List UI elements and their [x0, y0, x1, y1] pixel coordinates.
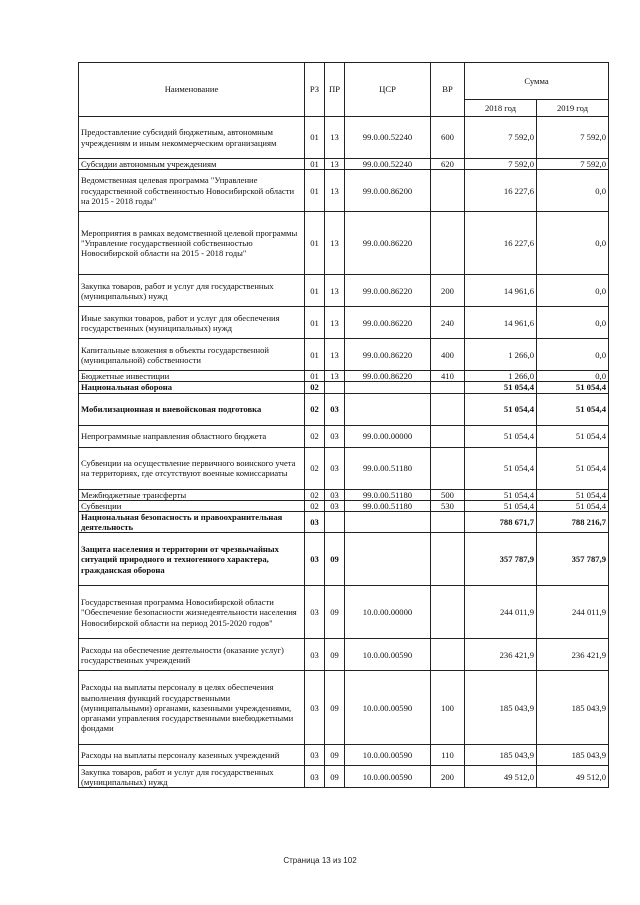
cell-csr: 99.0.00.86220	[345, 339, 431, 371]
cell-vr	[431, 512, 465, 533]
header-rz: РЗ	[305, 63, 325, 117]
cell-vr	[431, 212, 465, 275]
cell-csr: 99.0.00.52240	[345, 117, 431, 159]
cell-name: Расходы на обеспечение деятельности (оказание услуг) государственных учреждений	[79, 639, 305, 671]
cell-csr: 99.0.00.86200	[345, 170, 431, 212]
cell-csr: 10.0.00.00590	[345, 766, 431, 788]
cell-vr	[431, 533, 465, 586]
cell-2019: 51 054,4	[537, 447, 609, 489]
cell-vr: 600	[431, 117, 465, 159]
cell-pr: 03	[325, 500, 345, 511]
cell-name: Мобилизационная и вневойсковая подготовка	[79, 393, 305, 425]
cell-vr	[431, 425, 465, 447]
cell-vr: 500	[431, 489, 465, 500]
cell-pr: 03	[325, 447, 345, 489]
cell-name: Капитальные вложения в объекты государственной (муниципальной) собственности	[79, 339, 305, 371]
cell-pr: 13	[325, 117, 345, 159]
cell-2018: 185 043,9	[465, 745, 537, 766]
cell-2019: 236 421,9	[537, 639, 609, 671]
cell-csr: 10.0.00.00590	[345, 671, 431, 745]
cell-2019: 0,0	[537, 212, 609, 275]
table-row	[79, 117, 609, 159]
cell-csr: 99.0.00.86220	[345, 212, 431, 275]
table-row	[79, 307, 609, 339]
table-row	[79, 382, 609, 393]
cell-2018: 49 512,0	[465, 766, 537, 788]
cell-2018: 788 671,7	[465, 512, 537, 533]
cell-2018: 1 266,0	[465, 339, 537, 371]
cell-rz: 02	[305, 382, 325, 393]
cell-2018: 51 054,4	[465, 489, 537, 500]
cell-2018: 14 961,6	[465, 307, 537, 339]
table-row	[79, 500, 609, 511]
table-row	[79, 639, 609, 671]
cell-2019: 0,0	[537, 170, 609, 212]
cell-pr: 03	[325, 425, 345, 447]
cell-csr: 99.0.00.86220	[345, 275, 431, 307]
header-pr: ПР	[325, 63, 345, 117]
cell-rz: 01	[305, 159, 325, 170]
cell-2019: 0,0	[537, 307, 609, 339]
cell-rz: 01	[305, 212, 325, 275]
cell-name: Непрограммные направления областного бюджета	[79, 425, 305, 447]
cell-rz: 02	[305, 500, 325, 511]
table-header	[79, 63, 609, 117]
cell-rz: 03	[305, 586, 325, 639]
cell-vr	[431, 393, 465, 425]
cell-name: Бюджетные инвестиции	[79, 371, 305, 382]
cell-2019: 49 512,0	[537, 766, 609, 788]
header-name: Наименование	[79, 63, 305, 117]
cell-name: Расходы на выплаты персоналу казенных учреждений	[79, 745, 305, 766]
table-row	[79, 371, 609, 382]
cell-rz: 03	[305, 533, 325, 586]
cell-pr: 13	[325, 275, 345, 307]
cell-pr	[325, 512, 345, 533]
cell-2018: 236 421,9	[465, 639, 537, 671]
table-row	[79, 671, 609, 745]
cell-2018: 1 266,0	[465, 371, 537, 382]
cell-2018: 51 054,4	[465, 382, 537, 393]
table-row	[79, 425, 609, 447]
cell-vr: 240	[431, 307, 465, 339]
cell-rz: 01	[305, 275, 325, 307]
header-csr: ЦСР	[345, 63, 431, 117]
cell-csr: 99.0.00.51180	[345, 447, 431, 489]
cell-csr: 99.0.00.51180	[345, 500, 431, 511]
table-row	[79, 393, 609, 425]
cell-vr	[431, 382, 465, 393]
table-body	[79, 117, 609, 788]
cell-name: Расходы на выплаты персоналу в целях обеспечения выполнения функций государственными (муниципальными) органами, казенными учреждениями, органами управления государственными внебюджетными фондами	[79, 671, 305, 745]
table-row	[79, 533, 609, 586]
cell-pr: 13	[325, 170, 345, 212]
cell-2019: 51 054,4	[537, 489, 609, 500]
cell-name: Защита населения и территории от чрезвычайных ситуаций природного и техногенного характера, гражданская оборона	[79, 533, 305, 586]
cell-rz: 01	[305, 307, 325, 339]
cell-rz: 02	[305, 447, 325, 489]
cell-2018: 51 054,4	[465, 393, 537, 425]
cell-pr: 09	[325, 639, 345, 671]
cell-2018: 16 227,6	[465, 212, 537, 275]
cell-csr: 10.0.00.00000	[345, 586, 431, 639]
cell-2018: 51 054,4	[465, 425, 537, 447]
table-row	[79, 586, 609, 639]
cell-2018: 244 011,9	[465, 586, 537, 639]
cell-csr	[345, 382, 431, 393]
cell-csr: 99.0.00.86220	[345, 371, 431, 382]
cell-name: Государственная программа Новосибирской области "Обеспечение безопасности жизнедеятельности населения Новосибирской области на период 2015-2020 годов"	[79, 586, 305, 639]
cell-name: Ведомственная целевая программа "Управление государственной собственностью Новосибирской области на 2015 - 2018 годы"	[79, 170, 305, 212]
cell-vr: 410	[431, 371, 465, 382]
cell-pr: 09	[325, 671, 345, 745]
cell-rz: 02	[305, 489, 325, 500]
table-row	[79, 745, 609, 766]
table-row	[79, 159, 609, 170]
cell-2018: 7 592,0	[465, 159, 537, 170]
cell-vr	[431, 170, 465, 212]
header-year-2018: 2018 год	[465, 100, 537, 117]
cell-pr	[325, 382, 345, 393]
cell-vr: 200	[431, 766, 465, 788]
cell-2019: 7 592,0	[537, 117, 609, 159]
table-row	[79, 766, 609, 788]
cell-pr: 13	[325, 212, 345, 275]
header-year-2019: 2019 год	[537, 100, 609, 117]
cell-csr: 10.0.00.00590	[345, 639, 431, 671]
cell-vr: 200	[431, 275, 465, 307]
cell-pr: 09	[325, 766, 345, 788]
cell-2018: 16 227,6	[465, 170, 537, 212]
header-vr: ВР	[431, 63, 465, 117]
cell-vr: 400	[431, 339, 465, 371]
cell-2019: 51 054,4	[537, 500, 609, 511]
cell-rz: 03	[305, 671, 325, 745]
cell-2018: 7 592,0	[465, 117, 537, 159]
cell-name: Субсидии автономным учреждениям	[79, 159, 305, 170]
table-row	[79, 512, 609, 533]
cell-csr: 99.0.00.51180	[345, 489, 431, 500]
cell-rz: 02	[305, 393, 325, 425]
cell-2019: 244 011,9	[537, 586, 609, 639]
cell-name: Субвенции	[79, 500, 305, 511]
cell-name: Национальная безопасность и правоохранительная деятельность	[79, 512, 305, 533]
cell-rz: 01	[305, 117, 325, 159]
cell-vr	[431, 639, 465, 671]
cell-rz: 01	[305, 371, 325, 382]
cell-pr: 13	[325, 339, 345, 371]
cell-pr: 09	[325, 533, 345, 586]
cell-pr: 13	[325, 159, 345, 170]
cell-2019: 51 054,4	[537, 382, 609, 393]
table-row	[79, 489, 609, 500]
cell-name: Межбюджетные трансферты	[79, 489, 305, 500]
cell-pr: 09	[325, 745, 345, 766]
cell-rz: 03	[305, 639, 325, 671]
cell-2019: 357 787,9	[537, 533, 609, 586]
cell-csr: 10.0.00.00590	[345, 745, 431, 766]
cell-2018: 185 043,9	[465, 671, 537, 745]
cell-csr: 99.0.00.86220	[345, 307, 431, 339]
cell-rz: 01	[305, 339, 325, 371]
cell-vr: 100	[431, 671, 465, 745]
cell-2018: 357 787,9	[465, 533, 537, 586]
cell-pr: 09	[325, 586, 345, 639]
cell-name: Мероприятия в рамках ведомственной целевой программы "Управление государственной собственностью Новосибирской области на 2015 - 2018 годы"	[79, 212, 305, 275]
cell-2018: 51 054,4	[465, 447, 537, 489]
cell-csr: 99.0.00.52240	[345, 159, 431, 170]
cell-rz: 03	[305, 745, 325, 766]
cell-2019: 185 043,9	[537, 745, 609, 766]
cell-rz: 03	[305, 766, 325, 788]
table-row	[79, 212, 609, 275]
table-row	[79, 170, 609, 212]
cell-csr: 99.0.00.00000	[345, 425, 431, 447]
cell-name: Иные закупки товаров, работ и услуг для обеспечения государственных (муниципальных) нужд	[79, 307, 305, 339]
cell-pr: 03	[325, 393, 345, 425]
cell-name: Предоставление субсидий бюджетным, автономным учреждениям и иным некоммерческим организациям	[79, 117, 305, 159]
cell-2019: 0,0	[537, 339, 609, 371]
cell-name: Национальная оборона	[79, 382, 305, 393]
cell-2019: 0,0	[537, 275, 609, 307]
cell-name: Закупка товаров, работ и услуг для государственных (муниципальных) нужд	[79, 275, 305, 307]
table-row	[79, 339, 609, 371]
cell-2019: 51 054,4	[537, 425, 609, 447]
cell-2018: 14 961,6	[465, 275, 537, 307]
cell-name: Субвенции на осуществление первичного воинского учета на территориях, где отсутствуют военные комиссариаты	[79, 447, 305, 489]
cell-2019: 7 592,0	[537, 159, 609, 170]
cell-csr	[345, 512, 431, 533]
cell-rz: 01	[305, 170, 325, 212]
cell-vr: 620	[431, 159, 465, 170]
cell-rz: 02	[305, 425, 325, 447]
cell-name: Закупка товаров, работ и услуг для государственных (муниципальных) нужд	[79, 766, 305, 788]
cell-csr	[345, 533, 431, 586]
header-sum: Сумма	[465, 63, 609, 100]
cell-vr: 530	[431, 500, 465, 511]
cell-pr: 03	[325, 489, 345, 500]
cell-vr	[431, 447, 465, 489]
cell-2019: 185 043,9	[537, 671, 609, 745]
cell-vr	[431, 586, 465, 639]
cell-vr: 110	[431, 745, 465, 766]
page-footer: Страница 13 из 102	[283, 856, 357, 865]
cell-rz: 03	[305, 512, 325, 533]
cell-2019: 0,0	[537, 371, 609, 382]
cell-pr: 13	[325, 307, 345, 339]
table-row	[79, 275, 609, 307]
cell-2018: 51 054,4	[465, 500, 537, 511]
cell-pr: 13	[325, 371, 345, 382]
cell-csr	[345, 393, 431, 425]
cell-2019: 51 054,4	[537, 393, 609, 425]
cell-2019: 788 216,7	[537, 512, 609, 533]
budget-table	[78, 62, 609, 788]
table-row	[79, 447, 609, 489]
